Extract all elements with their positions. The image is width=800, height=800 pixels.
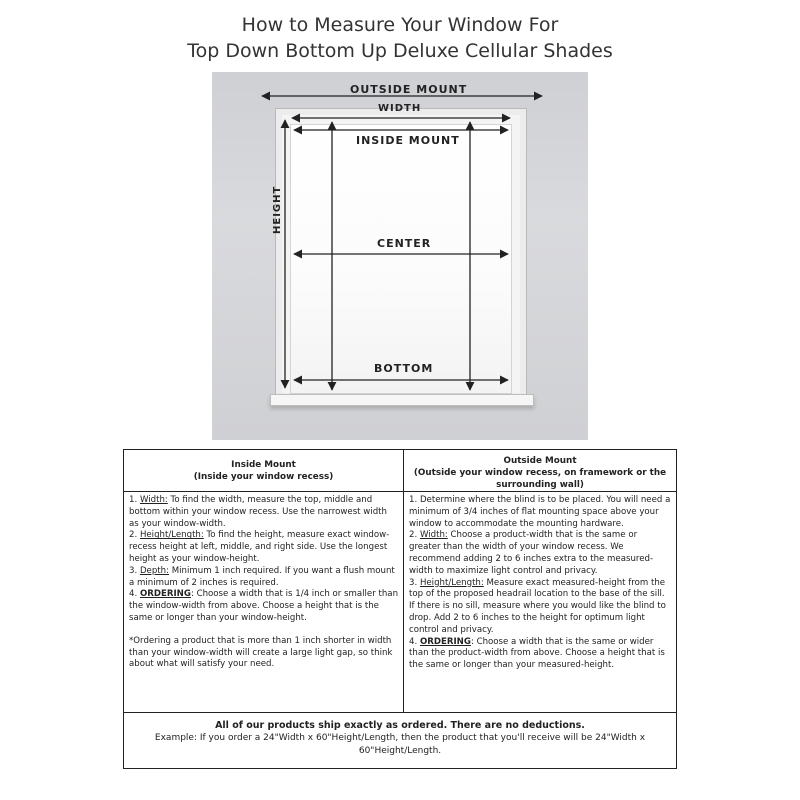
outside-step-1: 1. Determine where the blind is to be placed. You will need a minimum of 3/4 inches of flat mounting space above your window to accommodate the mounting hardware. [409,495,671,529]
inside-mount-header [124,450,404,492]
inside-step-3: 3. Depth: Minimum 1 inch required. If you want a flush mount a minimum of 2 inches is required. [129,565,395,588]
title-line-1: How to Measure Your Window For [241,14,559,36]
inside-mount-label: INSIDE MOUNT [356,134,460,147]
inside-step-2: 2. Height/Length: To find the height, measure exact window-recess height at left, middle, and right side. Use the longest height as your window-height. [129,530,390,564]
page-title [0,12,800,64]
inside-mount-subheading: (Inside your window recess) [193,471,334,482]
bottom-label: BOTTOM [374,362,434,375]
outside-mount-header [404,450,676,492]
inside-ordering-note: *Ordering a product that is more than 1 inch shorter in width than your window-width will create a large light gap, so think about what will satisfy your need. [129,635,393,670]
inside-step-4: 4. ORDERING: Choose a width that is 1/4 inch or smaller than the window-width from above. Choose a height that is the same or longer than your window-height. [129,589,399,623]
outside-mount-heading: Outside Mount [503,456,577,466]
outside-mount-subheading: (Outside your window recess, on framework or the surrounding wall) [413,467,667,490]
measurement-arrows [212,72,588,440]
title-line-2: Top Down Bottom Up Deluxe Cellular Shades [187,40,613,62]
measurement-instructions-table [123,449,677,769]
shipping-footer [124,712,676,768]
outside-mount-instructions [404,492,676,712]
outside-step-4: 4. ORDERING: Choose a width that is the same or wider than the product-width from above. Choose a height that is the same or longer than your measured-height. [409,636,665,671]
width-label: WIDTH [378,103,422,114]
outside-mount-label: OUTSIDE MOUNT [350,83,468,96]
ordering-example: Example: If you order a 24"Width x 60"Height/Length, then the product that you'll receive will be 24"Width x 60"Height/Length. [154,733,646,756]
center-label: CENTER [377,237,432,250]
outside-step-2: 2. Width: Choose a product-width that is the same or greater than the width of your window recess. We recommend adding 2 to 6 inches extra to the measured-width to maximize light control and privacy. [409,530,654,576]
outside-step-3: 3. Height/Length: Measure exact measured-height from the top of the proposed headrail location to the base of the sill. If there is no sill, measure where you would like the blind to drop. Add 2 to 6 inches to the height for optimum light control and privacy. [409,577,666,635]
window-measurement-diagram [212,72,588,440]
inside-step-1: 1. Width: To find the width, measure the top, middle and bottom within your window recess. Use the narrowest width as your window-width. [129,495,387,529]
inside-mount-instructions [124,492,404,712]
no-deductions-notice: All of our products ship exactly as ordered. There are no deductions. [215,720,585,731]
inside-mount-heading: Inside Mount [231,460,296,470]
height-label: HEIGHT [272,185,283,234]
